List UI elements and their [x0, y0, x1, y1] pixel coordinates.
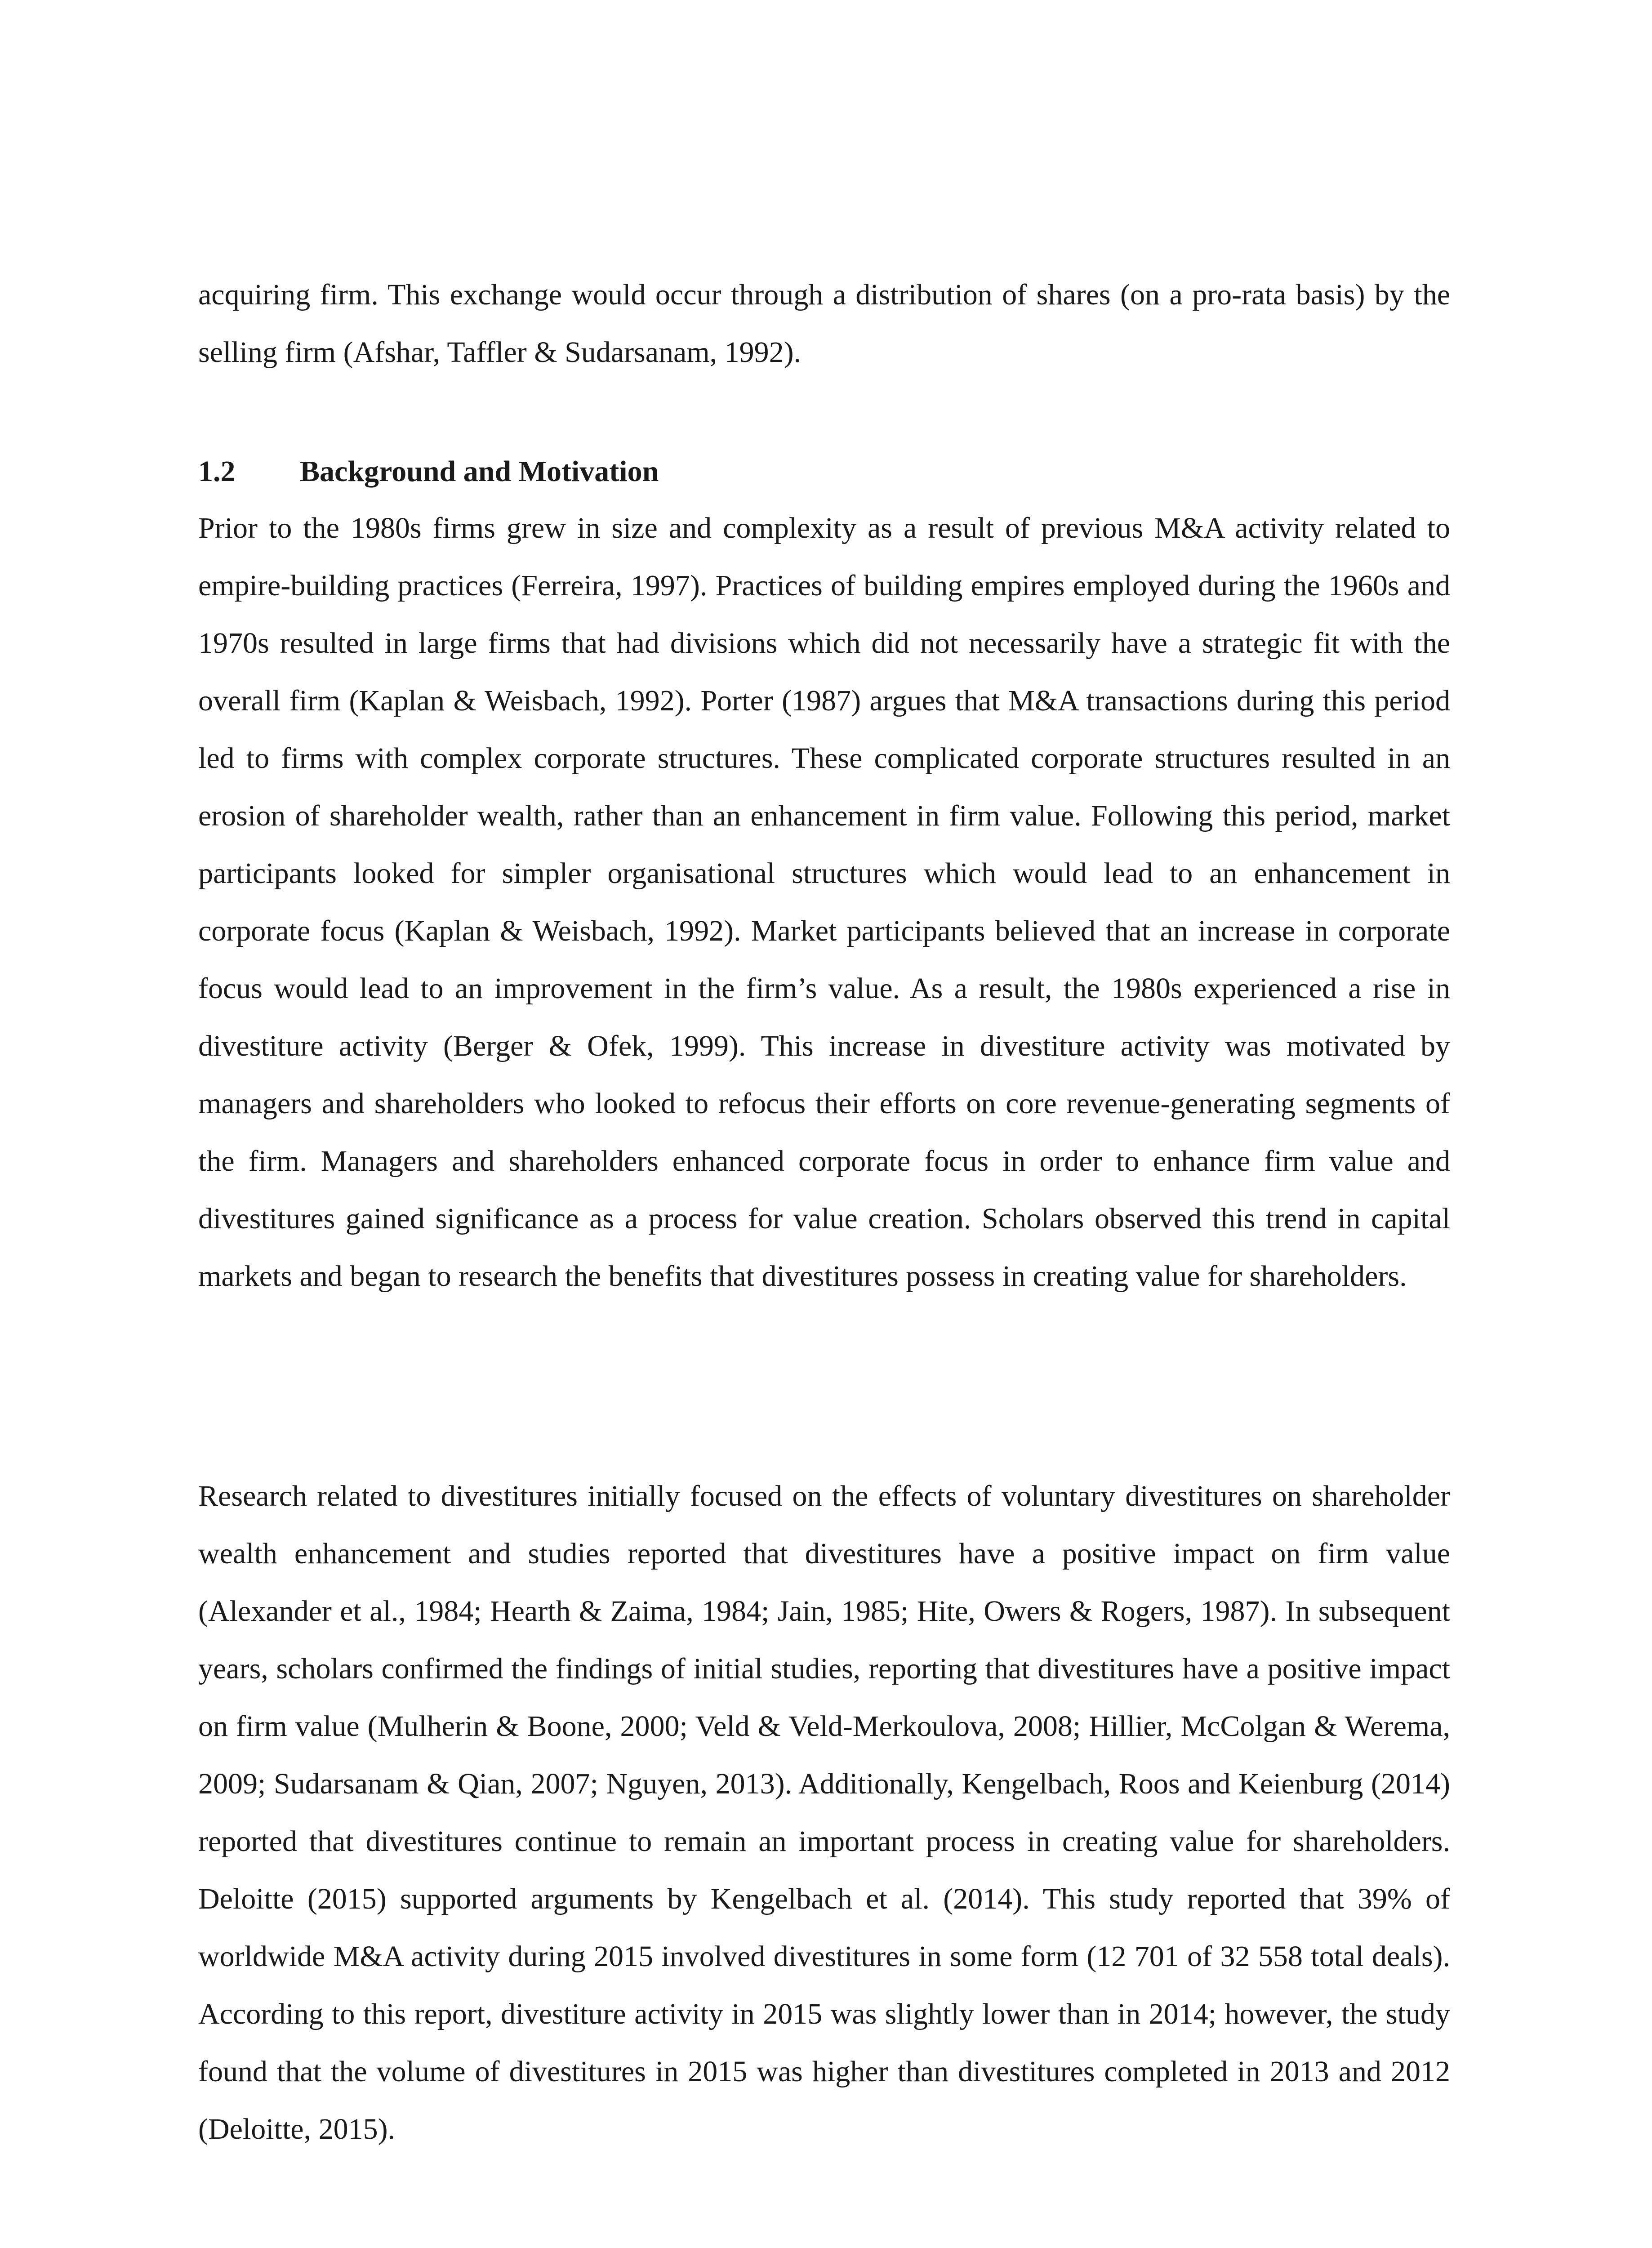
- background-paragraph: Prior to the 1980s firms grew in size and complexity as a result of previous M&A activity related to empire-building practices (Ferreira, 1997). Practices of building empires employed during the 1960s and 1970s resulted in large firms that had divisions which did not necessarily have a strategic fit with the overall firm (Kaplan & Weisbach, 1992). Porter (1987) argues that M&A transactions during this period led to firms with complex corporate structures. These complicated corporate structures resulted in an erosion of shareholder wealth, rather than an enhancement in firm value. Following this period, market participants looked for simpler organisational structures which would lead to an enhancement in corporate focus (Kaplan & Weisbach, 1992). Market participants believed that an increase in corporate focus would lead to an improvement in the firm’s value. As a result, the 1980s experienced a rise in divestiture activity (Berger & Ofek, 1999). This increase in divestiture activity was motivated by managers and shareholders who looked to refocus their efforts on core revenue-generating segments of the firm. Managers and shareholders enhanced corporate focus in order to enhance firm value and divestitures gained significance as a process for value creation. Scholars observed this trend in capital markets and began to research the benefits that divestitures possess in creating value for shareholders.: [198, 512, 1450, 1293]
- section-number: 1.2: [198, 455, 236, 488]
- section-title: Background and Motivation: [300, 455, 659, 488]
- section-heading: [198, 443, 659, 500]
- continuation-paragraph: acquiring firm. This exchange would occur through a distribution of shares (on a pro-rata basis) by the selling firm (Afshar, Taffler & Sudarsanam, 1992).: [198, 278, 1450, 369]
- research-paragraph: Research related to divestitures initially focused on the effects of voluntary divestitures on shareholder wealth enhancement and studies reported that divestitures have a positive impact on firm value (Alexander et al., 1984; Hearth & Zaima, 1984; Jain, 1985; Hite, Owers & Rogers, 1987). In subsequent years, scholars confirmed the findings of initial studies, reporting that divestitures have a positive impact on firm value (Mulherin & Boone, 2000; Veld & Veld-Merkoulova, 2008; Hillier, McColgan & Werema, 2009; Sudarsanam & Qian, 2007; Nguyen, 2013). Additionally, Kengelbach, Roos and Keienburg (2014) reported that divestitures continue to remain an important process in creating value for shareholders. Deloitte (2015) supported arguments by Kengelbach et al. (2014). This study reported that 39% of worldwide M&A activity during 2015 involved divestitures in some form (12 701 of 32 558 total deals). According to this report, divestiture activity in 2015 was slightly lower than in 2014; however, the study found that the volume of divestitures in 2015 was higher than divestitures completed in 2013 and 2012 (Deloitte, 2015).: [198, 1480, 1450, 2145]
